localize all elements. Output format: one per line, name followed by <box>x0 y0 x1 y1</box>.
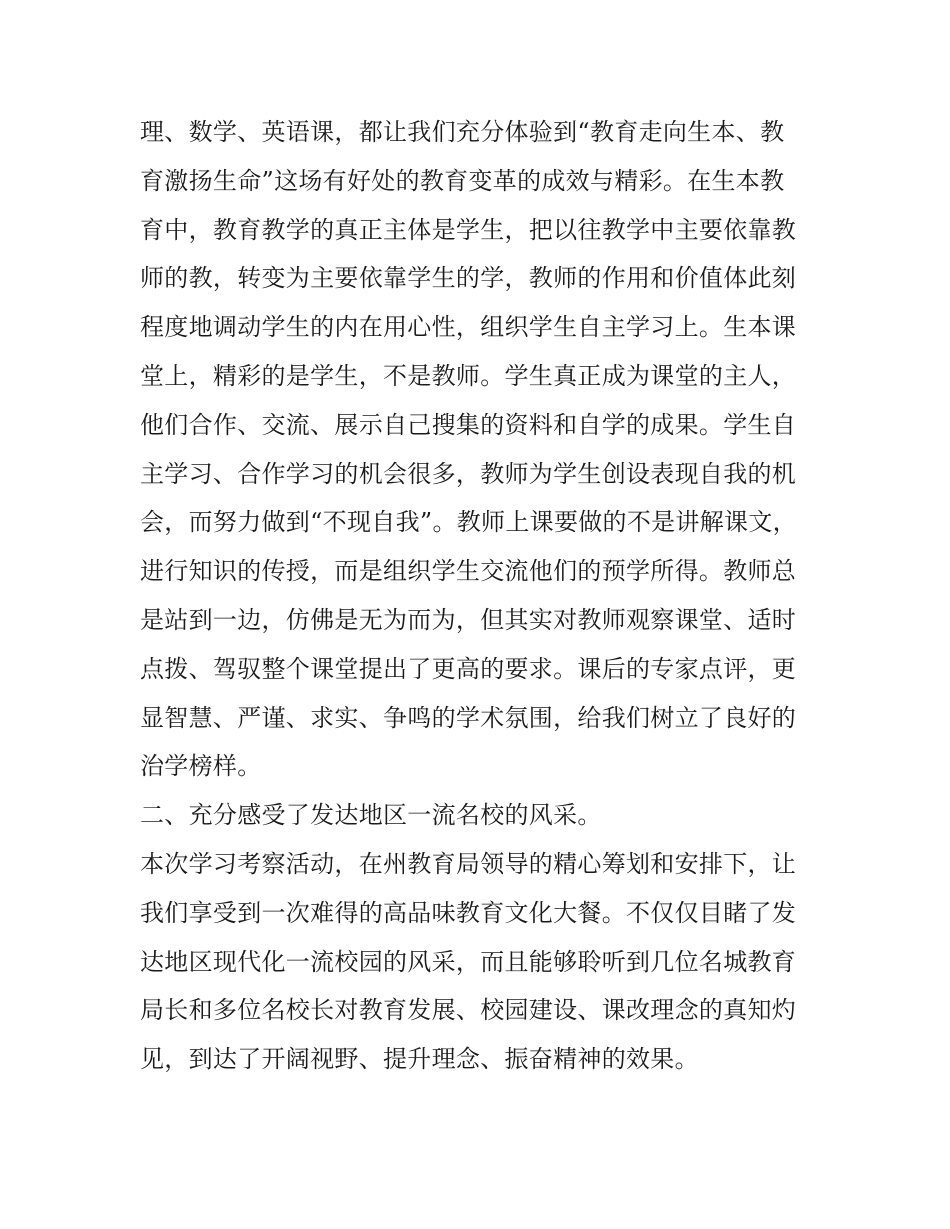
text-line: 理、数学、英语课，都让我们充分体验到“教育走向生本、教 <box>140 118 785 146</box>
text-line: 点拨、驾驭整个课堂提出了更高的要求。课后的专家点评，更 <box>140 654 797 683</box>
text-line: 见，到达了开阔视野、提升理念、振奋精神的效果。 <box>140 1045 699 1074</box>
text-line: 育中，教育教学的真正主体是学生，把以往教学中主要依靠教 <box>140 215 797 244</box>
text-line: 局长和多位名校长对教育发展、校园建设、课改理念的真知灼 <box>140 996 797 1025</box>
text-line: 师的教，转变为主要依靠学生的学，教师的作用和价值体此刻 <box>140 264 797 293</box>
section-heading: 二、充分感受了发达地区一流名校的风采。 <box>140 801 602 830</box>
text-line: 治学榜样。 <box>140 752 262 781</box>
text-line: 我们享受到一次难得的高品味教育文化大餐。不仅仅目睹了发 <box>140 898 797 927</box>
text-line: 达地区现代化一流校园的风采，而且能够聆听到几位名城教育 <box>140 947 797 976</box>
text-line: 育激扬生命”这场有好处的教育变革的成效与精彩。在生本教 <box>140 166 785 195</box>
text-line: 会，而努力做到“不现自我”。教师上课要做的不是讲解课文， <box>140 508 797 537</box>
text-line: 本次学习考察活动，在州教育局领导的精心筹划和安排下，让 <box>140 849 797 878</box>
text-line: 程度地调动学生的内在用心性，组织学生自主学习上。生本课 <box>140 313 797 342</box>
text-line: 是站到一边，仿佛是无为而为，但其实对教师观察课堂、适时 <box>140 605 797 634</box>
text-line: 他们合作、交流、展示自己搜集的资料和自学的成果。学生自 <box>140 410 797 439</box>
text-line: 进行知识的传授，而是组织学生交流他们的预学所得。教师总 <box>140 557 797 586</box>
body-text <box>140 108 830 1084</box>
text-line: 堂上，精彩的是学生，不是教师。学生真正成为课堂的主人， <box>140 361 797 390</box>
text-line: 主学习、合作学习的机会很多，教师为学生创设表现自我的机 <box>140 459 797 488</box>
text-line: 显智慧、严谨、求实、争鸣的学术氛围，给我们树立了良好的 <box>140 703 797 732</box>
